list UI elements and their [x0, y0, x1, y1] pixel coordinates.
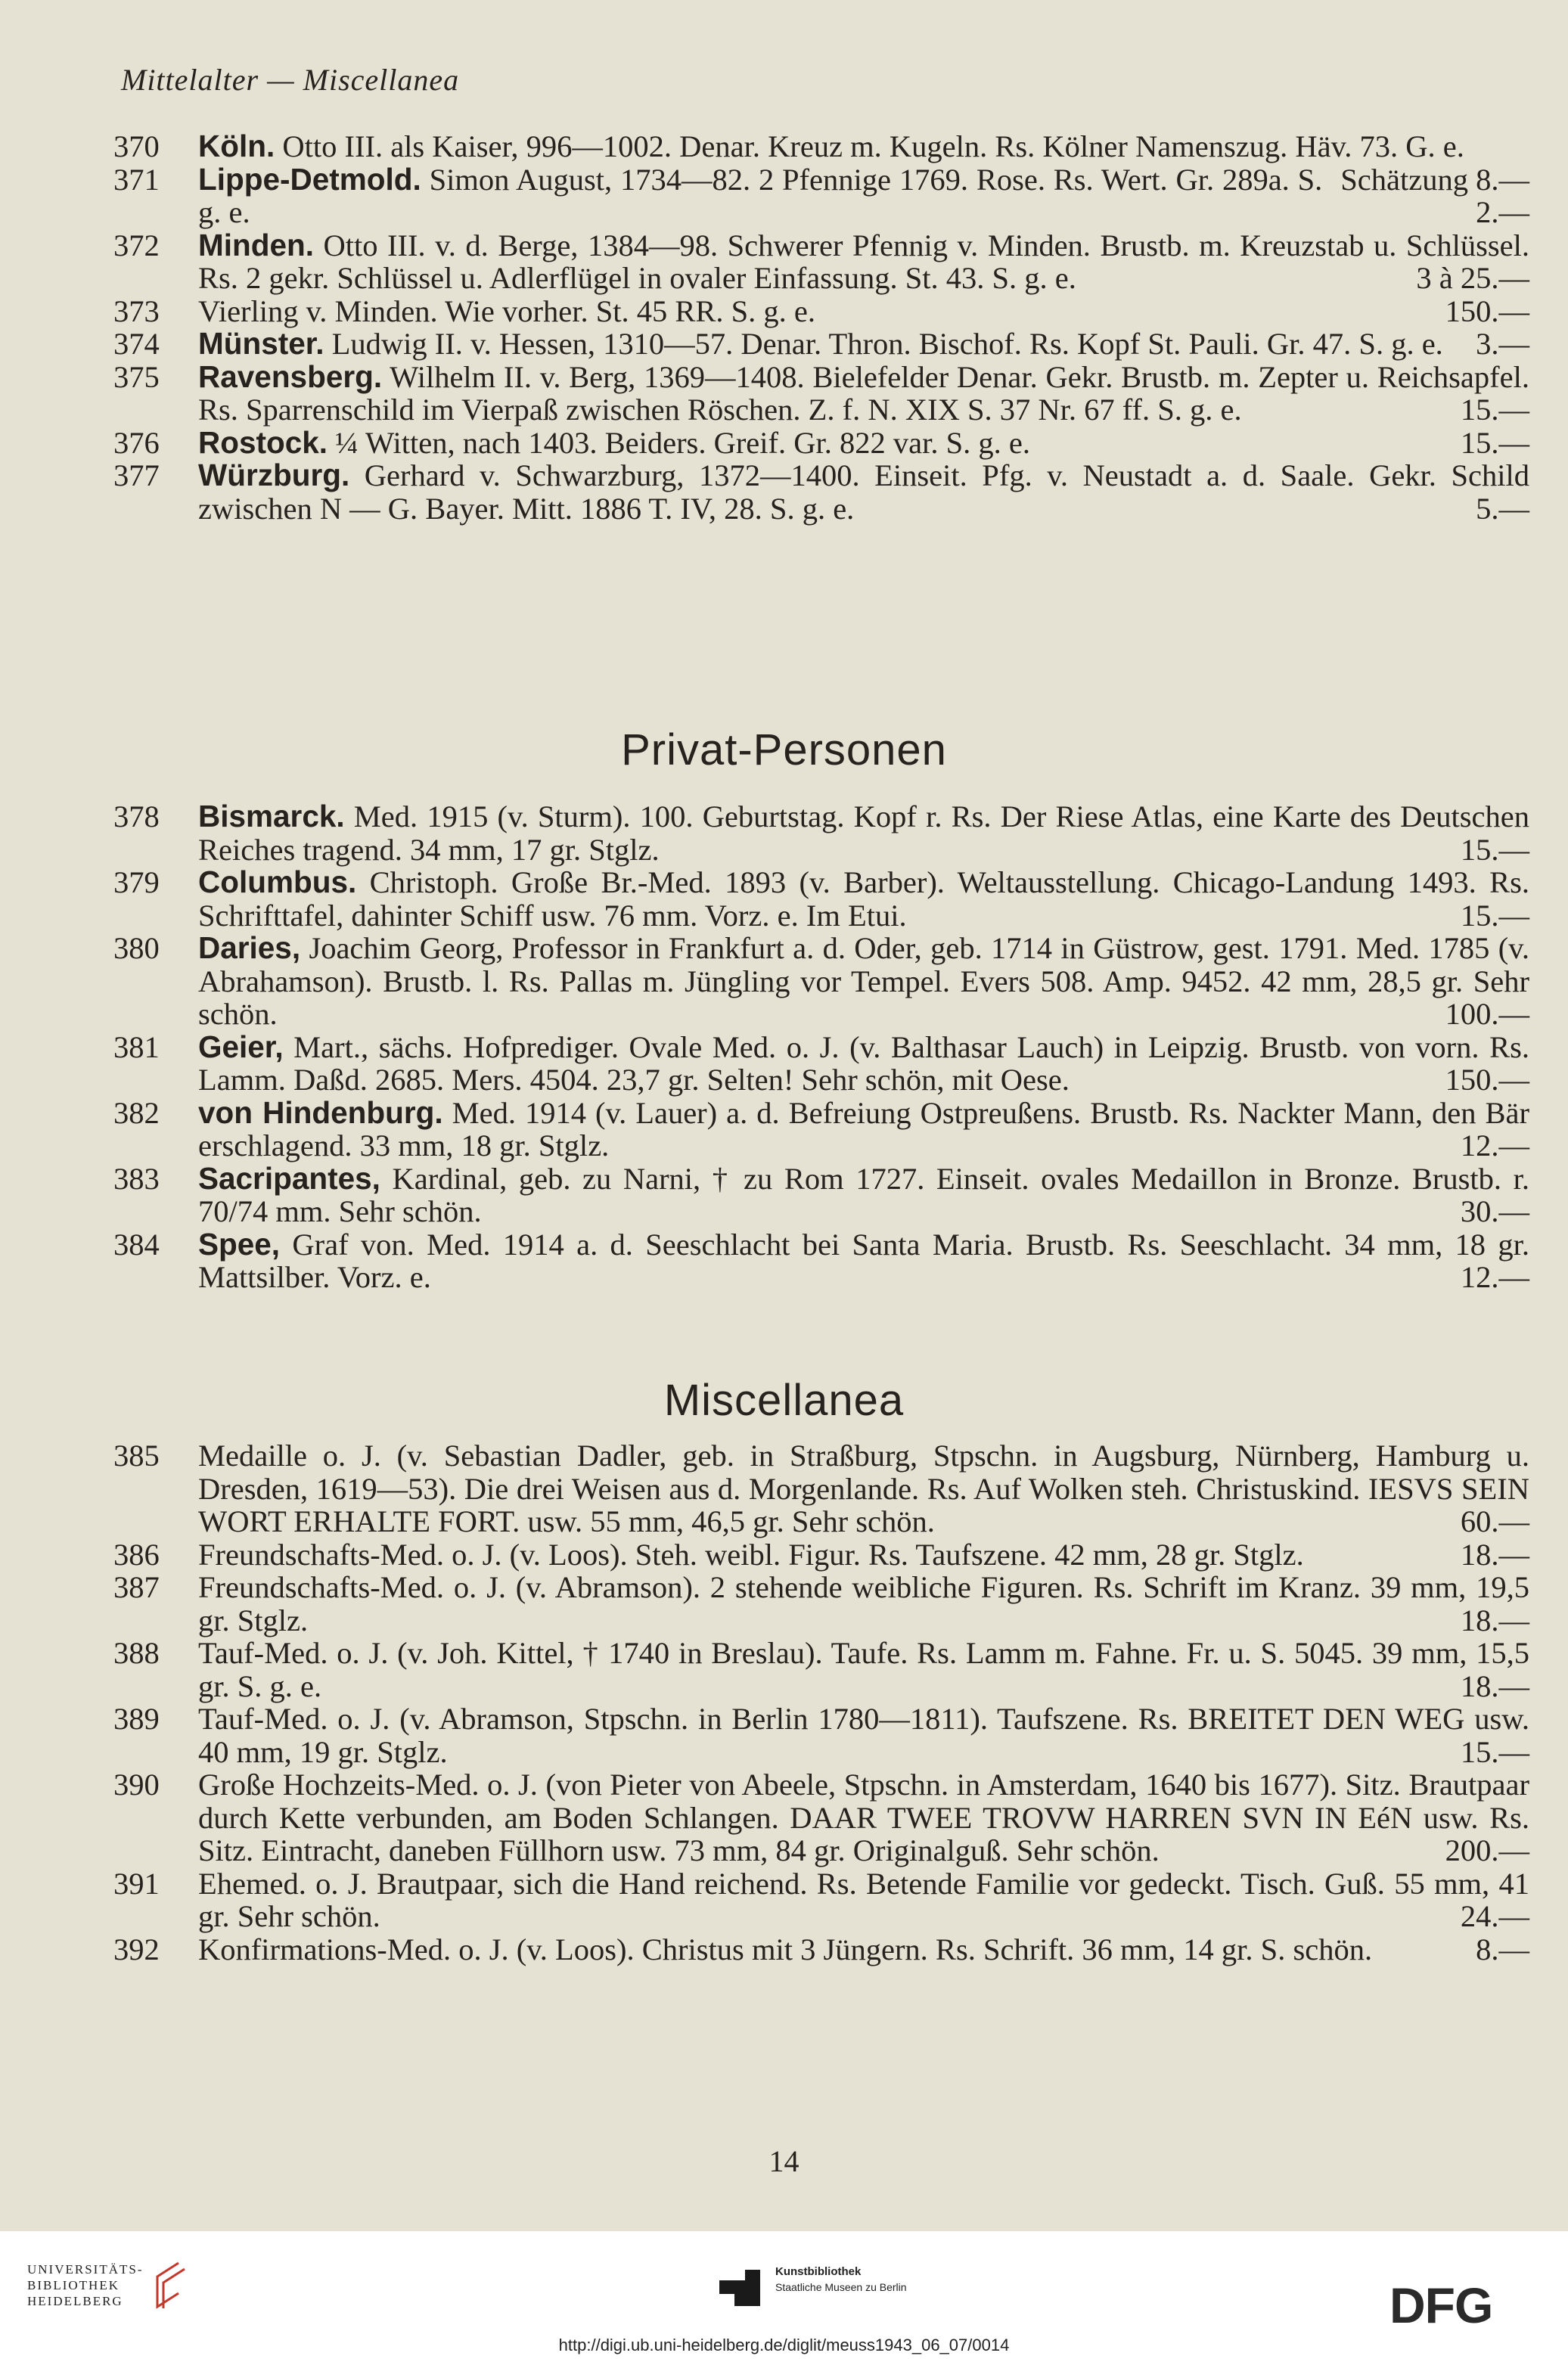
entry-name: Sacripantes,	[198, 1160, 380, 1196]
entry-number: 373	[113, 293, 160, 328]
entry-price: 15.—	[1460, 898, 1529, 933]
kb-subtitle: Staatliche Museen zu Berlin	[775, 2281, 907, 2293]
catalog-entry	[113, 932, 1529, 1031]
catalog-entry	[113, 1162, 1529, 1228]
entry-name: Ravensberg.	[198, 359, 383, 394]
entry-description: Simon August, 1734—82. 2 Pfennige 1769. Rose. Rs. Wert. Gr. 289a. S. g. e.	[198, 162, 1323, 229]
viewer-footer	[0, 2231, 1568, 2359]
kunstbibliothek-text	[775, 2264, 907, 2295]
entry-price: 100.—	[1445, 997, 1529, 1031]
page-url[interactable]: http://digi.ub.uni-heidelberg.de/diglit/meuss1943_06_07/0014	[558, 2336, 1010, 2354]
entry-description: Ludwig II. v. Hessen, 1310—57. Denar. Thron. Bischof. Rs. Kopf St. Pauli. Gr. 47. S. g. e.	[331, 327, 1443, 361]
entry-description: Med. 1914 (v. Lauer) a. d. Befreiung Ostpreußens. Brustb. Rs. Nackter Mann, den Bär erschlagend. 33 mm, 18 gr. Stglz.	[198, 1095, 1529, 1162]
entry-number: 377	[113, 458, 160, 492]
entry-list-mittelalter	[113, 130, 1529, 525]
ub-emblem-icon	[141, 2258, 194, 2311]
entry-number: 385	[113, 1439, 160, 1473]
entry-list-miscellanea	[113, 1439, 1529, 1966]
entry-price: 2.—	[1476, 195, 1529, 229]
entry-name: Köln.	[198, 129, 275, 163]
entry-description: Christoph. Große Br.-Med. 1893 (v. Barber). Weltausstellung. Chicago-Landung 1493. Rs. Schrifttafel, dahinter Schiff usw. 76 mm. Vorz. e. Im Etui.	[198, 865, 1530, 933]
catalog-entry	[113, 1867, 1529, 1933]
entry-description: Tauf-Med. o. J. (v. Joh. Kittel, † 1740 in Breslau). Taufe. Rs. Lamm m. Fahne. Fr. u. S. 5045. 39 mm, 15,5 gr. S. g. e.	[198, 1636, 1529, 1703]
ub-logo-line-2: BIBLIOTHEK	[27, 2278, 120, 2292]
entry-number: 386	[113, 1537, 160, 1572]
catalog-entry	[113, 295, 1529, 328]
entry-price: 15.—	[1460, 832, 1529, 867]
entry-number: 372	[113, 228, 160, 262]
entry-description: Mart., sächs. Hofprediger. Ovale Med. o. J. (v. Balthasar Lauch) in Leipzig. Brustb. von vorn. Rs. Lamm. Daßd. 2685. Mers. 4504. 23,7 gr. Selten! Sehr schön, mit Oese.	[198, 1029, 1530, 1097]
catalog-entry	[113, 1571, 1529, 1637]
entry-number: 380	[113, 931, 160, 965]
catalog-entry	[113, 1228, 1529, 1294]
entry-name: Minden.	[198, 227, 314, 262]
entry-name: Würzburg.	[198, 458, 350, 492]
entry-list-privat-personen	[113, 800, 1529, 1294]
catalog-entry	[113, 459, 1529, 525]
entry-number: 384	[113, 1227, 160, 1262]
entry-description: Med. 1915 (v. Sturm). 100. Geburtstag. Kopf r. Rs. Der Riese Atlas, eine Karte des Deutschen Reiches tragend. 34 mm, 17 gr. Stglz.	[198, 799, 1530, 867]
entry-number: 378	[113, 799, 160, 833]
ub-logo-line-1: UNIVERSITÄTS-	[27, 2262, 144, 2277]
entry-price: 150.—	[1445, 293, 1529, 328]
catalog-entry	[113, 229, 1529, 295]
catalog-entry	[113, 163, 1529, 229]
entry-description: Freundschafts-Med. o. J. (v. Loos). Steh. weibl. Figur. Rs. Taufszene. 42 mm, 28 gr. Stglz.	[198, 1537, 1304, 1572]
entry-price: 3 à 25.—	[1416, 261, 1529, 295]
entry-number: 382	[113, 1095, 160, 1130]
catalog-entry	[113, 1439, 1529, 1538]
entry-price: 15.—	[1460, 425, 1529, 460]
catalog-entry	[113, 1933, 1529, 1966]
entry-description: Freundschafts-Med. o. J. (v. Abramson). 2 stehende weibliche Figuren. Rs. Schrift im Kranz. 39 mm, 19,5 gr. Stglz.	[198, 1570, 1529, 1637]
entry-price: 60.—	[1460, 1504, 1529, 1538]
entry-number: 388	[113, 1636, 160, 1670]
dfg-logo: DFG	[1389, 2277, 1493, 2333]
entry-description: Wilhelm II. v. Berg, 1369—1408. Bielefelder Denar. Gekr. Brustb. m. Zepter u. Reichsapfel. Rs. Sparrenschild im Vierpaß zwischen Röschen. Z. f. N. XIX S. 37 Nr. 67 ff. S. g. e.	[198, 359, 1529, 427]
entry-description: Vierling v. Minden. Wie vorher. St. 45 RR. S. g. e.	[198, 293, 816, 328]
entry-description: Otto III. v. d. Berge, 1384—98. Schwerer Pfennig v. Minden. Brustb. m. Kreuzstab u. Schlüssel. Rs. 2 gekr. Schlüssel u. Adlerflügel in ovaler Einfassung. St. 43. S. g. e.	[198, 228, 1529, 295]
entry-price: 18.—	[1460, 1603, 1529, 1637]
entry-price: 18.—	[1460, 1537, 1529, 1572]
entry-name: Geier,	[198, 1029, 284, 1064]
running-head: Mittelalter — Miscellanea	[121, 63, 460, 97]
ub-logo-line-3: HEIDELBERG	[27, 2294, 123, 2308]
entry-name: Münster.	[198, 326, 324, 361]
entry-number: 391	[113, 1866, 160, 1901]
entry-description: Konfirmations-Med. o. J. (v. Loos). Christus mit 3 Jüngern. Rs. Schrift. 36 mm, 14 gr. S. schön.	[198, 1932, 1373, 1966]
entry-number: 390	[113, 1768, 160, 1802]
entry-price: 5.—	[1476, 491, 1529, 526]
catalog-entry	[113, 1538, 1529, 1572]
entry-number: 387	[113, 1570, 160, 1604]
entry-description: Ehemed. o. J. Brautpaar, sich die Hand reichend. Rs. Betende Familie vor gedeckt. Tisch. Guß. 55 mm, 41 gr. Sehr schön.	[198, 1866, 1529, 1933]
entry-price: 8.—	[1476, 1932, 1529, 1966]
section-title-privat-personen: Privat-Personen	[621, 725, 947, 774]
entry-description: Kardinal, geb. zu Narni, † zu Rom 1727. Einseit. ovales Medaillon in Bronze. Brustb. r. 70/74 mm. Sehr schön.	[198, 1161, 1530, 1228]
entry-price: 200.—	[1445, 1833, 1529, 1867]
entry-number: 374	[113, 327, 160, 361]
entry-number: 379	[113, 865, 160, 899]
page-number: 14	[768, 2144, 800, 2178]
entry-name: Bismarck.	[198, 799, 345, 833]
entry-price: 3.—	[1476, 327, 1529, 361]
entry-price: 15.—	[1460, 393, 1529, 427]
catalog-entry	[113, 1031, 1529, 1097]
entry-description: Otto III. als Kaiser, 996—1002. Denar. Kreuz m. Kugeln. Rs. Kölner Namenszug. Häv. 73. G. e.	[282, 129, 1464, 163]
entry-price: 24.—	[1460, 1899, 1529, 1933]
entry-number: 371	[113, 162, 160, 197]
entry-number: 381	[113, 1029, 160, 1064]
entry-description: Große Hochzeits-Med. o. J. (von Pieter von Abeele, Stpschn. in Amsterdam, 1640 bis 1677). Sitz. Brautpaar durch Kette verbunden, am Boden Schlangen. DAAR TWEE TROVW HARREN SVN IN EéN usw. Rs. Sitz. Eintracht, daneben Füllhorn usw. 73 mm, 84 gr. Originalguß. Sehr schön.	[198, 1768, 1529, 1867]
catalog-entry	[113, 424, 1529, 460]
entry-description: Tauf-Med. o. J. (v. Abramson, Stpschn. in Berlin 1780—1811). Taufszene. Rs. BREITET DEN WEG usw. 40 mm, 19 gr. Stglz.	[198, 1702, 1529, 1769]
catalog-entry	[113, 1703, 1529, 1768]
entry-number: 392	[113, 1932, 160, 1966]
entry-name: Rostock.	[198, 424, 328, 460]
entry-number: 376	[113, 425, 160, 460]
entry-number: 383	[113, 1161, 160, 1196]
entry-name: Spee,	[198, 1226, 281, 1262]
entry-description: Graf von. Med. 1914 a. d. Seeschlacht bei Santa Maria. Brustb. Rs. Seeschlacht. 34 mm, 18 gr. Mattsilber. Vorz. e.	[198, 1227, 1530, 1294]
catalog-entry	[113, 866, 1529, 932]
kunstbibliothek-logo-icon	[715, 2264, 765, 2311]
entry-price: 18.—	[1460, 1668, 1529, 1703]
entry-description: Gerhard v. Schwarzburg, 1372—1400. Einseit. Pfg. v. Neustadt a. d. Saale. Gekr. Schild zwischen N — G. Bayer. Mitt. 1886 T. IV, 28. S. g. e.	[198, 458, 1529, 526]
entry-price: 12.—	[1460, 1260, 1529, 1294]
entry-price: 15.—	[1460, 1734, 1529, 1769]
entry-name: Daries,	[198, 930, 301, 965]
catalog-entry	[113, 1094, 1529, 1162]
section-title-miscellanea: Miscellanea	[663, 1376, 905, 1425]
entry-price: 30.—	[1460, 1194, 1529, 1228]
entry-number: 389	[113, 1702, 160, 1736]
entry-name: von Hindenburg.	[198, 1094, 443, 1130]
entry-description: ¼ Witten, nach 1403. Beiders. Greif. Gr. 822 var. S. g. e.	[335, 425, 1030, 460]
entry-description: Joachim Georg, Professor in Frankfurt a. d. Oder, geb. 1714 in Güstrow, gest. 1791. Med. 1785 (v. Abrahamson). Brustb. l. Rs. Pallas m. Jüngling vor Tempel. Evers 508. Amp. 9452. 42 mm, 28,5 gr. Sehr schön.	[198, 931, 1529, 1031]
entry-price: 150.—	[1445, 1063, 1529, 1097]
catalog-entry	[113, 1637, 1529, 1703]
catalog-entry	[113, 800, 1529, 866]
catalog-entry	[113, 361, 1529, 427]
entry-name: Lippe-Detmold.	[198, 161, 421, 197]
catalog-entry	[113, 1768, 1529, 1867]
entry-number: 375	[113, 359, 160, 394]
entry-price: 12.—	[1460, 1128, 1529, 1162]
entry-number: 370	[113, 129, 160, 163]
catalog-entry	[113, 327, 1529, 361]
kb-title: Kunstbibliothek	[775, 2265, 862, 2278]
entry-name: Columbus.	[198, 864, 357, 899]
entry-price: Schätzung 8.—	[1340, 162, 1529, 197]
entry-description: Medaille o. J. (v. Sebastian Dadler, geb. in Straßburg, Stpschn. in Augsburg, Nürnberg, Hamburg u. Dresden, 1619—53). Die drei Weisen aus d. Morgenlande. Rs. Auf Wolken steh. Christuskind. IESVS SEIN WORT ERHALTE FORT. usw. 55 mm, 46,5 gr. Sehr schön.	[198, 1439, 1529, 1538]
